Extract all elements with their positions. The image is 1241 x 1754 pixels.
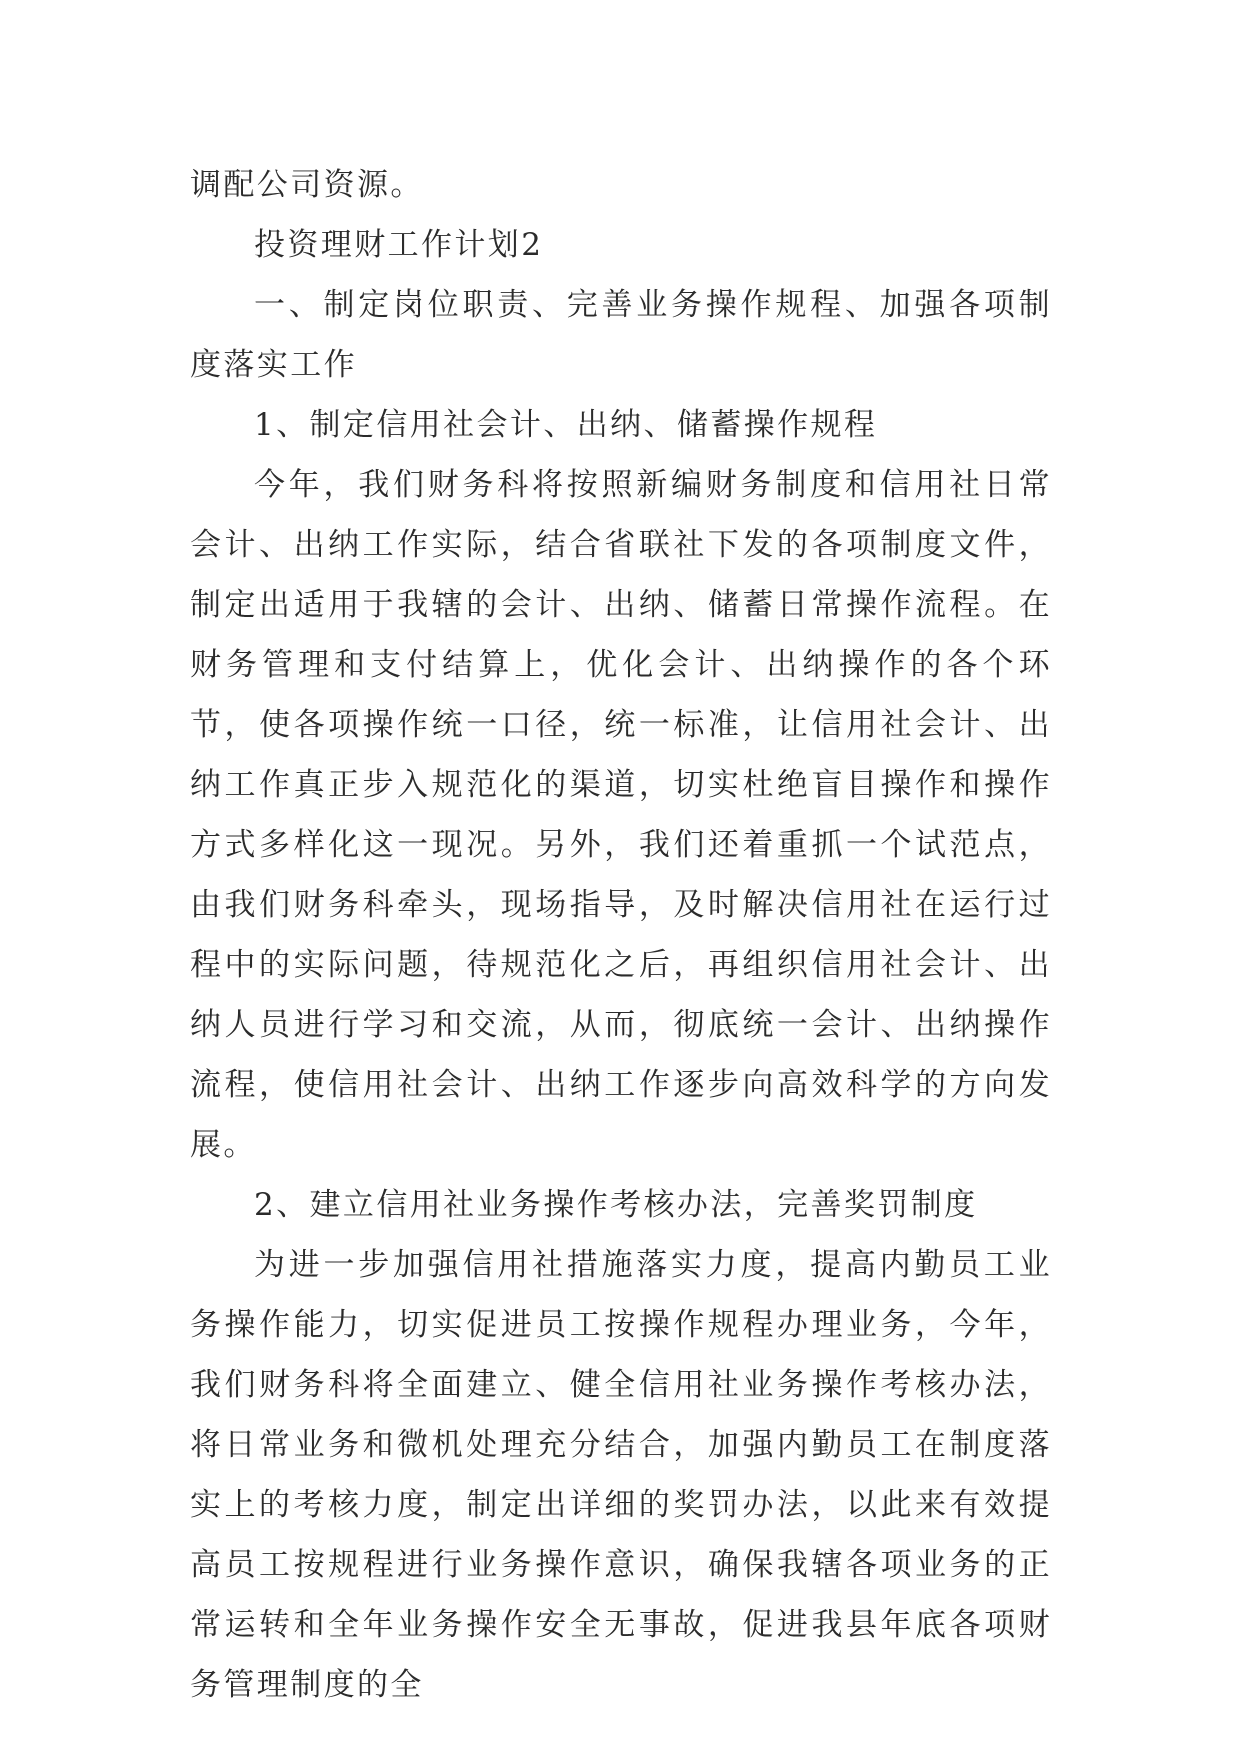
heading-level-2: 1、制定信用社会计、出纳、储蓄操作规程	[254, 407, 878, 443]
body-paragraph: 为进一步加强信用社措施落实力度，提高内勤员工业务操作能力，切实促进员工按操作规程办理业务，今年，我们财务科将全面建立、健全信用社业务操作考核办法，将日常业务和微机处理充分结合，加强内勤员工在制度落实上的考核力度，制定出详细的奖罚办法，以此来有效提高员工按规程进行业务操作意识，确保我辖各项业务的正常运转和全年业务操作安全无事故，促进我县年底各项财务管理制度的全	[190, 1247, 1052, 1703]
paragraph-continuation: 调配公司资源。	[190, 167, 424, 203]
body-paragraph: 今年，我们财务科将按照新编财务制度和信用社日常会计、出纳工作实际，结合省联社下发的各项制度文件，制定出适用于我辖的会计、出纳、储蓄日常操作流程。在财务管理和支付结算上，优化会计、出纳操作的各个环节，使各项操作统一口径，统一标准，让信用社会计、出纳工作真正步入规范化的渠道，切实杜绝盲目操作和操作方式多样化这一现况。另外，我们还着重抓一个试范点，由我们财务科牵头，现场指导，及时解决信用社在运行过程中的实际问题，待规范化之后，再组织信用社会计、出纳人员进行学习和交流，从而，彻底统一会计、出纳操作流程，使信用社会计、出纳工作逐步向高效科学的方向发展。	[190, 467, 1052, 1163]
section-title: 投资理财工作计划2	[254, 227, 544, 263]
heading-level-2: 2、建立信用社业务操作考核办法，完善奖罚制度	[254, 1187, 978, 1223]
heading-level-1: 一、制定岗位职责、完善业务操作规程、加强各项制度落实工作	[190, 287, 1052, 383]
document-body	[190, 155, 1052, 1715]
